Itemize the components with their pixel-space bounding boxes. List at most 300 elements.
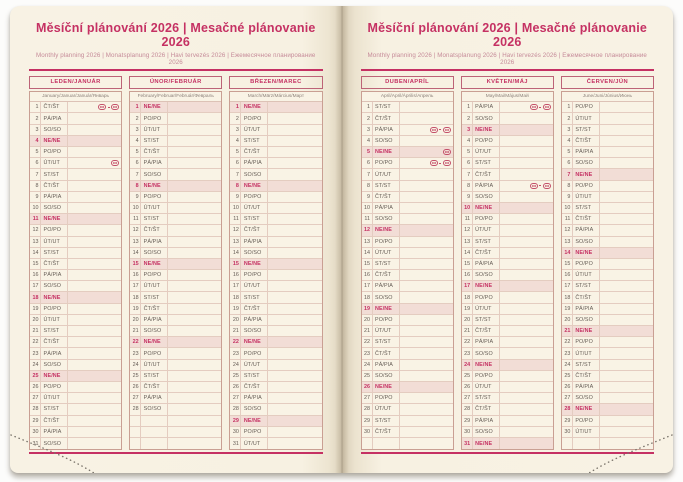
day-number: 21 bbox=[30, 326, 41, 336]
day-weekday: ÚT/UT bbox=[241, 281, 268, 291]
day-notes-area bbox=[68, 181, 121, 191]
day-number: 14 bbox=[362, 248, 373, 258]
day-notes-area bbox=[600, 326, 653, 336]
day-notes-area bbox=[400, 382, 453, 392]
day-notes-area bbox=[168, 136, 221, 146]
day-number: 6 bbox=[230, 158, 241, 168]
day-notes-area bbox=[600, 315, 653, 325]
day-row bbox=[362, 181, 453, 192]
day-notes-area bbox=[268, 348, 321, 358]
day-notes-area bbox=[168, 281, 221, 291]
day-notes-area bbox=[168, 125, 221, 135]
day-notes-area bbox=[68, 259, 121, 269]
day-row-sunday bbox=[30, 136, 121, 147]
day-notes-area bbox=[268, 404, 321, 414]
day-row-sunday bbox=[130, 259, 221, 270]
day-row bbox=[462, 382, 553, 393]
day-weekday: ST/ST bbox=[373, 102, 400, 112]
day-weekday: ČT/ŠT bbox=[373, 192, 400, 202]
day-notes-area bbox=[68, 382, 121, 392]
day-row bbox=[362, 237, 453, 248]
day-row bbox=[230, 393, 321, 404]
day-weekday: NE/NE bbox=[241, 259, 268, 269]
month-column bbox=[29, 76, 122, 450]
day-weekday: PO/PO bbox=[241, 113, 268, 123]
day-number: 26 bbox=[130, 382, 141, 392]
day-notes-area bbox=[600, 169, 653, 179]
bottom-rule bbox=[361, 452, 655, 454]
day-row bbox=[562, 102, 653, 113]
day-number: 8 bbox=[230, 181, 241, 191]
day-row bbox=[230, 292, 321, 303]
day-row bbox=[130, 214, 221, 225]
day-row bbox=[130, 326, 221, 337]
empty-day-row bbox=[130, 416, 221, 427]
day-weekday: PÁ/PIA bbox=[41, 348, 68, 358]
day-notes-area bbox=[400, 371, 453, 381]
day-weekday: PÁ/PIA bbox=[473, 337, 500, 347]
day-number: 21 bbox=[362, 326, 373, 336]
day-notes-area bbox=[600, 125, 653, 135]
day-weekday: SO/SO bbox=[141, 169, 168, 179]
holiday-marker-icon bbox=[443, 149, 451, 155]
day-weekday bbox=[141, 416, 168, 426]
day-number: 20 bbox=[230, 315, 241, 325]
day-row bbox=[230, 315, 321, 326]
day-weekday: NE/NE bbox=[241, 102, 268, 112]
day-row bbox=[230, 371, 321, 382]
day-number: 25 bbox=[562, 371, 573, 381]
day-number: 7 bbox=[130, 169, 141, 179]
holiday-marker-icon bbox=[111, 160, 119, 166]
day-notes-area bbox=[500, 304, 553, 314]
day-number: 10 bbox=[362, 203, 373, 213]
month-table bbox=[29, 91, 122, 450]
day-weekday: NE/NE bbox=[241, 181, 268, 191]
planner-spread bbox=[10, 6, 673, 473]
day-row bbox=[362, 416, 453, 427]
day-notes-area bbox=[268, 393, 321, 403]
day-notes-area bbox=[168, 147, 221, 157]
day-notes-area bbox=[68, 225, 121, 235]
day-number: 24 bbox=[362, 360, 373, 370]
day-row bbox=[130, 125, 221, 136]
day-number: 30 bbox=[230, 427, 241, 437]
day-number: 4 bbox=[362, 136, 373, 146]
day-number: 14 bbox=[130, 248, 141, 258]
day-number: 7 bbox=[362, 169, 373, 179]
day-number: 5 bbox=[30, 147, 41, 157]
holiday-marker-icon bbox=[530, 183, 538, 189]
day-row bbox=[30, 248, 121, 259]
day-weekday: ST/ST bbox=[373, 416, 400, 426]
day-weekday: ÚT/UT bbox=[241, 438, 268, 449]
day-weekday: ÚT/UT bbox=[573, 270, 600, 280]
day-weekday: ST/ST bbox=[473, 315, 500, 325]
day-notes-area bbox=[168, 158, 221, 168]
day-number: 7 bbox=[30, 169, 41, 179]
day-number: 13 bbox=[130, 237, 141, 247]
day-weekday: NE/NE bbox=[473, 281, 500, 291]
day-row bbox=[230, 214, 321, 225]
day-notes-area bbox=[168, 371, 221, 381]
day-number: 5 bbox=[130, 147, 141, 157]
day-weekday: ST/ST bbox=[373, 259, 400, 269]
month-subheader: January/Januar/Január/Январь bbox=[30, 92, 121, 102]
day-notes-area bbox=[400, 326, 453, 336]
day-notes-area bbox=[168, 270, 221, 280]
day-weekday: ČT/ŠT bbox=[241, 147, 268, 157]
day-notes-area bbox=[400, 203, 453, 213]
day-number: 22 bbox=[130, 337, 141, 347]
day-notes-area bbox=[68, 203, 121, 213]
day-weekday: ST/ST bbox=[41, 169, 68, 179]
day-number: 15 bbox=[362, 259, 373, 269]
day-notes-area bbox=[268, 158, 321, 168]
day-row bbox=[562, 427, 653, 438]
day-row bbox=[562, 348, 653, 359]
day-number: 11 bbox=[362, 214, 373, 224]
day-notes-area bbox=[600, 348, 653, 358]
day-number: 17 bbox=[130, 281, 141, 291]
day-notes-area bbox=[600, 158, 653, 168]
day-weekday: PO/PO bbox=[373, 237, 400, 247]
day-number: 6 bbox=[130, 158, 141, 168]
day-weekday: NE/NE bbox=[141, 259, 168, 269]
day-weekday: PÁ/PIA bbox=[373, 281, 400, 291]
day-notes-area bbox=[268, 136, 321, 146]
day-row bbox=[130, 393, 221, 404]
day-weekday: NE/NE bbox=[473, 203, 500, 213]
day-notes-area bbox=[600, 214, 653, 224]
day-number: 25 bbox=[130, 371, 141, 381]
day-row bbox=[462, 113, 553, 124]
day-row bbox=[30, 360, 121, 371]
day-row bbox=[230, 125, 321, 136]
day-number: 11 bbox=[462, 214, 473, 224]
day-notes-area bbox=[68, 393, 121, 403]
day-row bbox=[462, 136, 553, 147]
day-row-sunday bbox=[462, 203, 553, 214]
day-notes-area bbox=[600, 427, 653, 437]
holiday-marker-icon bbox=[443, 127, 451, 133]
day-row bbox=[462, 225, 553, 236]
day-row bbox=[462, 337, 553, 348]
day-weekday: PÁ/PIA bbox=[241, 315, 268, 325]
day-notes-area bbox=[268, 113, 321, 123]
day-notes-area bbox=[600, 404, 653, 414]
month-column bbox=[129, 76, 222, 450]
day-weekday: ÚT/UT bbox=[573, 113, 600, 123]
day-row bbox=[562, 192, 653, 203]
month-header: KVĚTEN/MÁJ bbox=[461, 76, 554, 89]
day-notes-area bbox=[500, 337, 553, 347]
day-weekday: PO/PO bbox=[473, 214, 500, 224]
day-number bbox=[130, 427, 141, 437]
day-number: 24 bbox=[30, 360, 41, 370]
day-number: 15 bbox=[462, 259, 473, 269]
day-number: 27 bbox=[230, 393, 241, 403]
day-weekday: SO/SO bbox=[573, 237, 600, 247]
day-number: 20 bbox=[562, 315, 573, 325]
day-number: 10 bbox=[130, 203, 141, 213]
day-weekday: PO/PO bbox=[473, 371, 500, 381]
day-row bbox=[362, 337, 453, 348]
day-row bbox=[362, 348, 453, 359]
day-notes-area bbox=[268, 315, 321, 325]
day-number: 24 bbox=[462, 360, 473, 370]
day-notes-area bbox=[168, 404, 221, 414]
day-row bbox=[462, 169, 553, 180]
day-row bbox=[362, 113, 453, 124]
page-right-content bbox=[361, 21, 655, 454]
day-row bbox=[462, 304, 553, 315]
day-weekday: ČT/ŠT bbox=[573, 292, 600, 302]
day-weekday: ST/ST bbox=[373, 181, 400, 191]
day-number: 7 bbox=[562, 169, 573, 179]
day-number: 6 bbox=[30, 158, 41, 168]
day-notes-area bbox=[600, 237, 653, 247]
day-number: 2 bbox=[30, 113, 41, 123]
day-number: 10 bbox=[562, 203, 573, 213]
day-row-sunday bbox=[362, 225, 453, 236]
month-column bbox=[461, 76, 554, 450]
day-row bbox=[230, 237, 321, 248]
day-number: 1 bbox=[30, 102, 41, 112]
day-notes-area bbox=[268, 337, 321, 347]
day-notes-area bbox=[400, 237, 453, 247]
day-weekday: SO/SO bbox=[473, 270, 500, 280]
day-weekday: ÚT/UT bbox=[473, 304, 500, 314]
day-number: 1 bbox=[562, 102, 573, 112]
day-notes-area bbox=[268, 181, 321, 191]
day-weekday: PÁ/PIA bbox=[141, 315, 168, 325]
day-number: 18 bbox=[462, 292, 473, 302]
day-row bbox=[562, 315, 653, 326]
day-notes-area bbox=[600, 102, 653, 112]
day-notes-area bbox=[168, 393, 221, 403]
day-row bbox=[30, 326, 121, 337]
day-row bbox=[462, 248, 553, 259]
day-number: 10 bbox=[462, 203, 473, 213]
day-number: 8 bbox=[130, 181, 141, 191]
day-number: 2 bbox=[462, 113, 473, 123]
day-weekday: PO/PO bbox=[573, 337, 600, 347]
day-notes-area bbox=[400, 102, 453, 112]
day-row bbox=[130, 248, 221, 259]
day-number: 7 bbox=[230, 169, 241, 179]
day-notes-area bbox=[400, 136, 453, 146]
day-row-sunday bbox=[562, 326, 653, 337]
day-number: 28 bbox=[462, 404, 473, 414]
day-number: 13 bbox=[562, 237, 573, 247]
day-row bbox=[30, 404, 121, 415]
day-notes-area bbox=[168, 181, 221, 191]
day-number: 11 bbox=[562, 214, 573, 224]
day-number: 17 bbox=[462, 281, 473, 291]
day-row bbox=[230, 192, 321, 203]
day-number: 9 bbox=[562, 192, 573, 202]
day-row bbox=[230, 382, 321, 393]
day-notes-area bbox=[268, 259, 321, 269]
day-weekday: ČT/ŠT bbox=[573, 214, 600, 224]
day-weekday: ČT/ŠT bbox=[141, 382, 168, 392]
day-row bbox=[130, 371, 221, 382]
day-row bbox=[30, 225, 121, 236]
day-number: 24 bbox=[130, 360, 141, 370]
day-number: 19 bbox=[462, 304, 473, 314]
day-row bbox=[230, 438, 321, 449]
day-weekday: ČT/ŠT bbox=[141, 304, 168, 314]
day-notes-area bbox=[268, 214, 321, 224]
day-number: 23 bbox=[130, 348, 141, 358]
day-row bbox=[230, 203, 321, 214]
day-number: 30 bbox=[362, 427, 373, 437]
day-notes-area bbox=[500, 382, 553, 392]
month-header: ČERVEN/JÚN bbox=[561, 76, 654, 89]
day-weekday: ST/ST bbox=[473, 393, 500, 403]
day-weekday: ÚT/UT bbox=[473, 382, 500, 392]
day-row bbox=[130, 203, 221, 214]
day-notes-area bbox=[500, 248, 553, 258]
day-notes-area bbox=[268, 203, 321, 213]
day-weekday bbox=[573, 438, 600, 449]
day-weekday: SO/SO bbox=[241, 326, 268, 336]
day-notes-area bbox=[400, 248, 453, 258]
day-row bbox=[30, 237, 121, 248]
day-notes-area bbox=[400, 360, 453, 370]
day-weekday: SO/SO bbox=[241, 404, 268, 414]
day-number: 25 bbox=[30, 371, 41, 381]
month-subheader: June/Juni/Június/Июнь bbox=[562, 92, 653, 102]
day-number: 15 bbox=[30, 259, 41, 269]
day-row-sunday bbox=[130, 181, 221, 192]
day-notes-area bbox=[400, 169, 453, 179]
day-row bbox=[30, 169, 121, 180]
day-notes-area bbox=[68, 169, 121, 179]
day-number: 12 bbox=[130, 225, 141, 235]
day-number: 29 bbox=[30, 416, 41, 426]
day-number: 16 bbox=[462, 270, 473, 280]
day-row bbox=[230, 225, 321, 236]
day-notes-area bbox=[268, 248, 321, 258]
day-row bbox=[362, 158, 453, 169]
day-row bbox=[130, 192, 221, 203]
day-row bbox=[30, 181, 121, 192]
day-weekday: PO/PO bbox=[573, 181, 600, 191]
day-notes-area bbox=[168, 203, 221, 213]
day-notes-area bbox=[500, 158, 553, 168]
day-row bbox=[362, 192, 453, 203]
day-row bbox=[230, 427, 321, 438]
day-weekday: PO/PO bbox=[573, 102, 600, 112]
day-number: 16 bbox=[30, 270, 41, 280]
day-weekday: SO/SO bbox=[41, 360, 68, 370]
day-row bbox=[462, 371, 553, 382]
day-weekday: NE/NE bbox=[141, 337, 168, 347]
day-number: 6 bbox=[562, 158, 573, 168]
day-row bbox=[230, 404, 321, 415]
day-notes-area bbox=[500, 315, 553, 325]
day-number: 28 bbox=[230, 404, 241, 414]
day-weekday: NE/NE bbox=[473, 360, 500, 370]
day-row bbox=[130, 169, 221, 180]
day-weekday: ÚT/UT bbox=[373, 404, 400, 414]
day-number: 13 bbox=[230, 237, 241, 247]
month-table bbox=[129, 91, 222, 450]
day-row-sunday bbox=[562, 404, 653, 415]
day-notes-area bbox=[600, 292, 653, 302]
day-row bbox=[30, 315, 121, 326]
day-number: 15 bbox=[230, 259, 241, 269]
day-weekday: ÚT/UT bbox=[241, 203, 268, 213]
day-notes-area bbox=[168, 214, 221, 224]
day-number: 29 bbox=[362, 416, 373, 426]
day-weekday: ČT/ŠT bbox=[373, 270, 400, 280]
day-notes-area bbox=[400, 348, 453, 358]
day-number: 23 bbox=[30, 348, 41, 358]
day-row-sunday bbox=[562, 169, 653, 180]
day-notes-area bbox=[68, 404, 121, 414]
day-number: 15 bbox=[562, 259, 573, 269]
day-notes-area bbox=[600, 438, 653, 449]
day-notes-area bbox=[600, 181, 653, 191]
day-row bbox=[230, 248, 321, 259]
day-notes-area bbox=[68, 158, 121, 168]
day-row bbox=[130, 270, 221, 281]
day-weekday: ÚT/UT bbox=[373, 169, 400, 179]
day-row-sunday bbox=[30, 292, 121, 303]
day-row bbox=[462, 292, 553, 303]
day-weekday: ST/ST bbox=[41, 248, 68, 258]
day-weekday: PÁ/PIA bbox=[573, 382, 600, 392]
day-weekday: ÚT/UT bbox=[241, 125, 268, 135]
day-weekday: PO/PO bbox=[141, 348, 168, 358]
day-number: 26 bbox=[362, 382, 373, 392]
empty-day-row bbox=[130, 427, 221, 438]
day-row bbox=[30, 270, 121, 281]
day-weekday: SO/SO bbox=[41, 281, 68, 291]
day-notes-area bbox=[600, 270, 653, 280]
day-notes-area bbox=[68, 270, 121, 280]
day-row bbox=[30, 304, 121, 315]
day-number: 17 bbox=[30, 281, 41, 291]
day-number: 28 bbox=[130, 404, 141, 414]
day-notes-area bbox=[600, 147, 653, 157]
day-weekday: PO/PO bbox=[373, 315, 400, 325]
day-notes-area bbox=[68, 360, 121, 370]
day-number: 23 bbox=[230, 348, 241, 358]
day-number: 5 bbox=[562, 147, 573, 157]
day-number: 21 bbox=[562, 326, 573, 336]
day-row bbox=[130, 113, 221, 124]
day-number: 19 bbox=[130, 304, 141, 314]
day-number: 1 bbox=[362, 102, 373, 112]
day-number: 20 bbox=[462, 315, 473, 325]
day-notes-area bbox=[500, 136, 553, 146]
day-number: 9 bbox=[130, 192, 141, 202]
empty-day-row bbox=[362, 438, 453, 449]
day-weekday bbox=[141, 427, 168, 437]
day-row bbox=[462, 326, 553, 337]
day-number: 14 bbox=[462, 248, 473, 258]
empty-day-row bbox=[562, 438, 653, 449]
day-weekday: ÚT/UT bbox=[141, 360, 168, 370]
day-row-sunday bbox=[230, 337, 321, 348]
day-notes-area bbox=[68, 427, 121, 437]
day-row bbox=[562, 203, 653, 214]
day-notes-area bbox=[168, 237, 221, 247]
